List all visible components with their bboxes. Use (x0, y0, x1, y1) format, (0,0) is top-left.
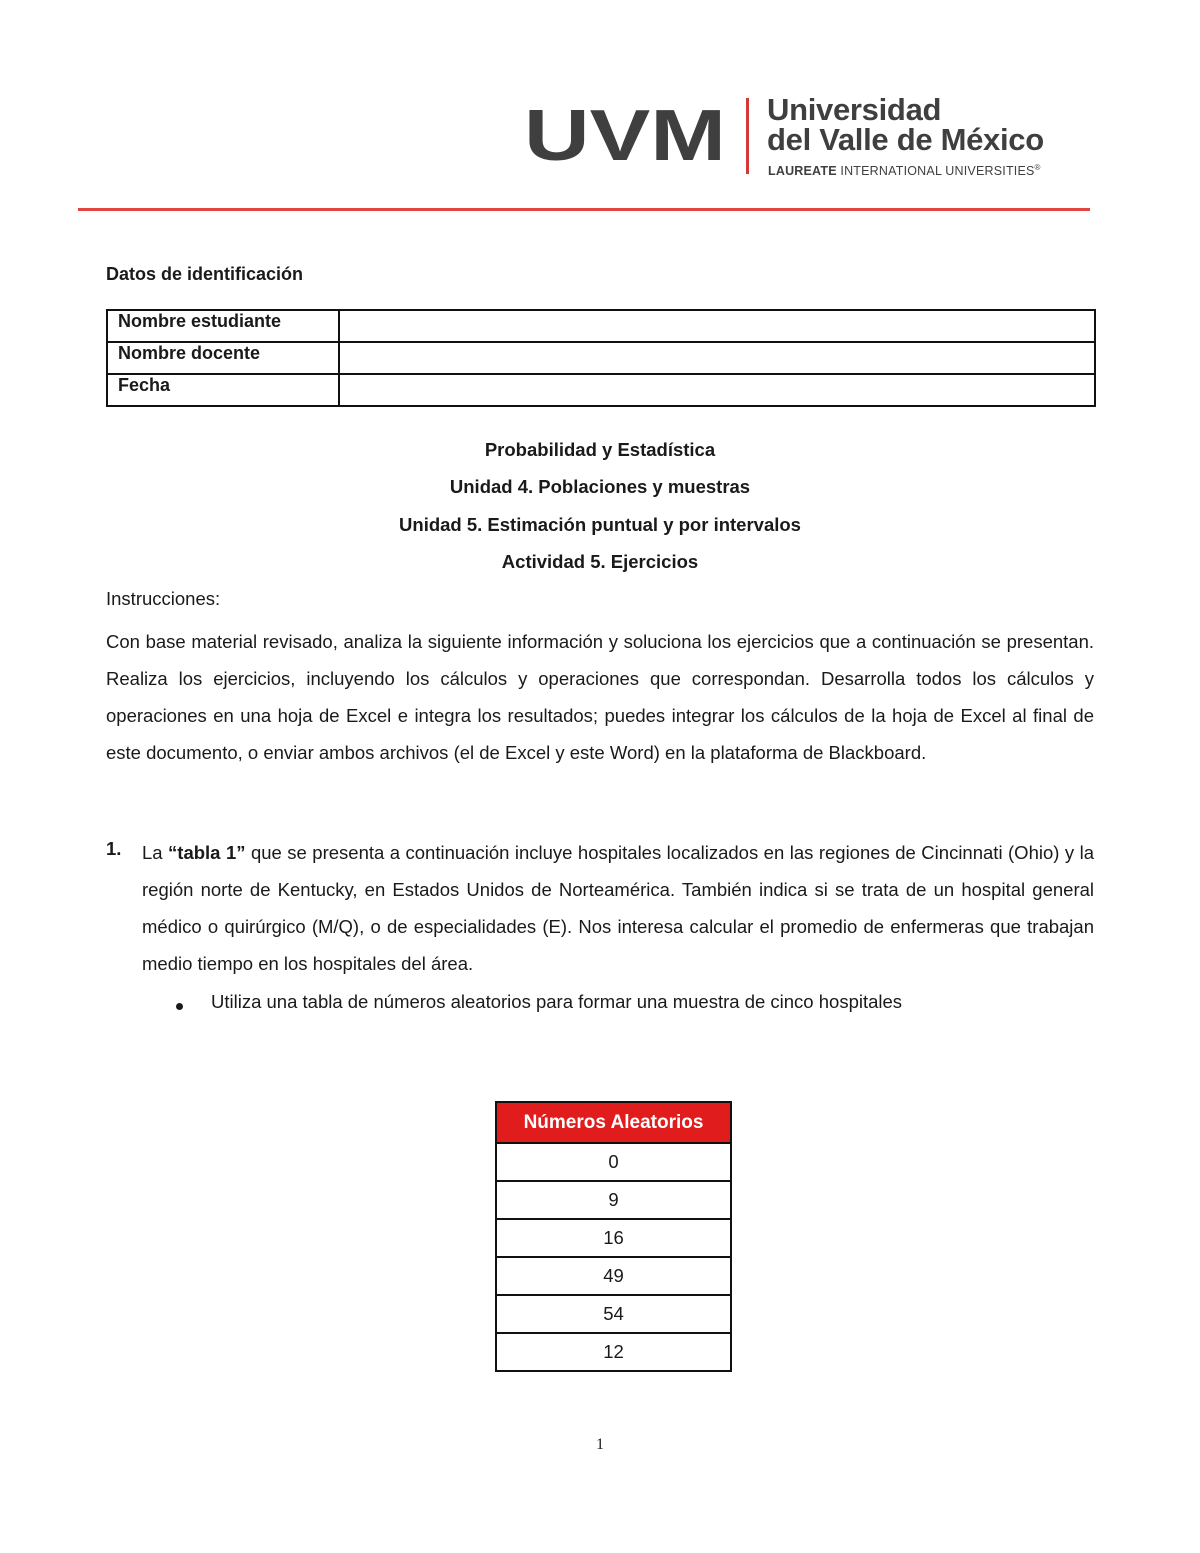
activity-title: Actividad 5. Ejercicios (501, 551, 699, 572)
question-text-a: La (142, 842, 169, 863)
table-row (496, 1257, 731, 1295)
uvm-logo-text: UVM (524, 104, 726, 164)
question-text (142, 834, 1094, 982)
student-name-label: Nombre estudiante (107, 310, 339, 342)
table-row (496, 1143, 731, 1181)
question-table-ref: “tabla 1” (168, 842, 246, 863)
table-row (496, 1295, 731, 1333)
bullet-text: Utiliza una tabla de números aleatorios para formar una muestra de cinco hospitales (211, 991, 903, 1012)
teacher-name-label: Nombre docente (107, 342, 339, 374)
network-tagline (768, 163, 1041, 178)
table-row (107, 310, 1095, 342)
teacher-name-field[interactable] (339, 342, 1095, 374)
institution-name-line1: Universidad (767, 92, 942, 127)
table-row (496, 1181, 731, 1219)
network-rest: INTERNATIONAL UNIVERSITIES (836, 164, 1035, 179)
table-row (496, 1333, 731, 1371)
identification-title: Datos de identificación (106, 264, 304, 284)
random-number-cell: 49 (496, 1257, 731, 1295)
unit5-title: Unidad 5. Estimación puntual y por intervalos (399, 514, 801, 535)
identification-table (106, 309, 1096, 407)
logo-divider (746, 98, 749, 174)
question-number: 1. (106, 838, 122, 859)
registered-mark: ® (1034, 163, 1041, 172)
random-numbers-header: Números Aleatorios (496, 1102, 731, 1143)
network-bold: LAUREATE (768, 164, 837, 179)
random-number-cell: 0 (496, 1143, 731, 1181)
random-number-cell: 9 (496, 1181, 731, 1219)
random-number-cell: 16 (496, 1219, 731, 1257)
header-rule (78, 208, 1090, 211)
random-number-cell: 54 (496, 1295, 731, 1333)
instructions-body: Con base material revisado, analiza la siguiente información y soluciona los ejercicios que a continuación se presentan. Realiza los ejercicios, incluyendo los cálculos y operaciones que correspondan. Desarrolla todos los cálculos y operaciones en una hoja de Excel e integra los resultados; puedes integrar los cálculos de la hoja de Excel al final de este documento, o enviar ambos archivos (el de Excel y este Word) en la plataforma de Blackboard. (106, 631, 1094, 763)
date-field[interactable] (339, 374, 1095, 406)
table-header-row (496, 1102, 731, 1143)
table-row (107, 342, 1095, 374)
page-number: 1 (596, 1436, 604, 1453)
date-label: Fecha (107, 374, 339, 406)
table-row (496, 1219, 731, 1257)
uvm-logo-mark (524, 104, 728, 169)
random-numbers-table (495, 1101, 732, 1372)
institution-name-line2: del Valle de México (767, 122, 1044, 157)
table-row (107, 374, 1095, 406)
unit4-title: Unidad 4. Poblaciones y muestras (449, 476, 751, 497)
student-name-field[interactable] (339, 310, 1095, 342)
bullet-icon (176, 1003, 183, 1010)
question-text-b: que se presenta a continuación incluye hospitales localizados en las regiones de Cincinnati (Ohio) y la región norte de Kentucky, en Estados Unidos de Norteamérica. También indica si se trata de un hospital general médico o quirúrgico (M/Q), o de especialidades (E). Nos interesa calcular el promedio de enfermeras que trabajan medio tiempo en los hospitales del área. (142, 842, 1094, 974)
instructions-label: Instrucciones: (106, 588, 221, 609)
course-title: Probabilidad y Estadística (484, 439, 716, 460)
random-number-cell: 12 (496, 1333, 731, 1371)
